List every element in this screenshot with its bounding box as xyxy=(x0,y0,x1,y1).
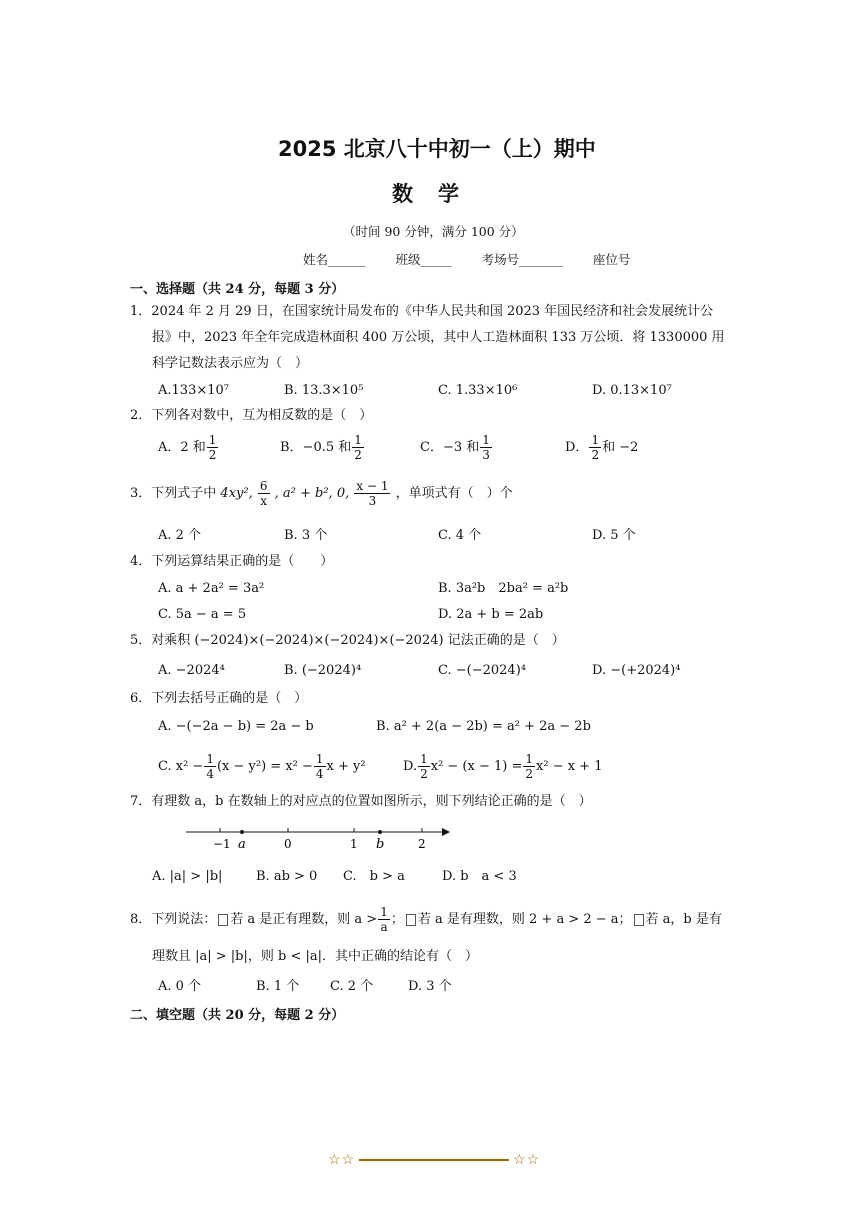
q4-option-c[interactable]: C. 5a − a = 5 xyxy=(158,607,247,622)
label-a: a xyxy=(238,837,246,852)
statement-2-marker xyxy=(406,914,416,926)
q3-stem: 3．下列式子中 4xy², $\frac{6}{x}$ , a² + b², 0, $\frac{x - 1}{3}$ ，单项式有（ ）个 xyxy=(130,479,513,508)
q7-stem: 7．有理数 a，b 在数轴上的对应点的位置如图所示，则下列结论正确的是（ ） xyxy=(130,794,592,809)
class-field[interactable]: 班级_____ xyxy=(395,252,452,267)
q2-option-a[interactable]: A．2 和 $\frac{1}{2}$ xyxy=(158,433,217,462)
q2-option-c[interactable]: C．−3 和 $\frac{1}{3}$ xyxy=(420,433,490,462)
subject-title: 数 学 xyxy=(392,182,461,206)
exam-room-field[interactable]: 考场号_______ xyxy=(481,252,563,267)
q5-option-b[interactable]: B. (−2024)⁴ xyxy=(284,663,362,678)
label-1: 1 xyxy=(350,837,358,851)
q3-option-d[interactable]: D. 5 个 xyxy=(592,528,636,543)
q4-option-a[interactable]: A. a + 2a² = 3a² xyxy=(158,581,265,596)
page-footer xyxy=(328,1152,540,1168)
q1-line1: 1．2024 年 2 月 29 日，在国家统计局发布的《中华人民共和国 2023 年国民经济和社会发展统计公 xyxy=(130,304,714,319)
q1-option-d[interactable]: D. 0.13×10⁷ xyxy=(592,383,672,398)
q1-line3: 科学记数法表示应为（ ） xyxy=(152,356,309,371)
q8-option-a[interactable]: A. 0 个 xyxy=(158,979,202,994)
q6-option-b[interactable]: B. a² + 2(a − 2b) = a² + 2a − 2b xyxy=(376,719,591,734)
seat-field[interactable]: 座位号 xyxy=(592,252,631,267)
number-line-diagram xyxy=(180,820,450,856)
q7-option-d[interactable]: D. b a < 3 xyxy=(442,869,517,884)
q5-option-c[interactable]: C. −(−2024)⁴ xyxy=(438,663,526,678)
q4-option-d[interactable]: D. 2a + b = 2ab xyxy=(438,607,544,622)
statement-3-marker xyxy=(634,914,644,926)
q1-option-c[interactable]: C. 1.33×10⁶ xyxy=(438,383,518,398)
name-field[interactable]: 姓名______ xyxy=(303,252,366,267)
footer-stars-right: ☆☆ xyxy=(513,1152,541,1168)
number-line-arrow xyxy=(442,828,450,836)
q5-stem: 5．对乘积 (−2024)×(−2024)×(−2024)×(−2024) 记法正确的是（ ） xyxy=(130,633,565,648)
q2-stem: 2．下列各对数中，互为相反数的是（ ） xyxy=(130,408,373,423)
q6-option-c[interactable]: C. x² − $\frac{1}{4}$ (x − y²) = x² − $\frac{1}{4}$ x + y² xyxy=(158,752,366,781)
q3-option-b[interactable]: B. 3 个 xyxy=(284,528,328,543)
section-1-title: 一、选择题（共 24 分，每题 3 分） xyxy=(130,282,345,297)
exam-title: 2025 北京八十中初一（上）期中 xyxy=(278,137,596,161)
q8-option-d[interactable]: D. 3 个 xyxy=(408,979,452,994)
q1-line2: 报》中，2023 年全年完成造林面积 400 万公顷，其中人工造林面积 133 万公顷．将 1330000 用 xyxy=(152,330,725,345)
q8-line2: 理数且 |a| > |b|，则 b < |a|．其中正确的结论有（ ） xyxy=(152,949,479,964)
q8-option-b[interactable]: B. 1 个 xyxy=(256,979,300,994)
q4-stem: 4．下列运算结果正确的是（ ） xyxy=(130,554,334,569)
q1-option-b[interactable]: B. 13.3×10⁵ xyxy=(284,383,364,398)
q8-option-c[interactable]: C. 2 个 xyxy=(330,979,374,994)
point-b xyxy=(378,830,382,834)
time-note: （时间 90 分钟，满分 100 分） xyxy=(343,224,524,239)
q2-option-b[interactable]: B．−0.5 和 $\frac{1}{2}$ xyxy=(280,433,362,462)
section-2-title: 二、填空题（共 20 分，每题 2 分） xyxy=(130,1008,345,1023)
q1-option-a[interactable]: A.133×10⁷ xyxy=(158,383,229,398)
footer-stars-left: ☆☆ xyxy=(328,1152,356,1168)
q4-option-b[interactable]: B. 3a²b 2ba² = a²b xyxy=(438,581,569,596)
label-0: 0 xyxy=(284,837,292,851)
q3-option-a[interactable]: A. 2 个 xyxy=(158,528,202,543)
q6-stem: 6．下列去括号正确的是（ ） xyxy=(130,691,308,706)
q5-option-a[interactable]: A. −2024⁴ xyxy=(158,663,225,678)
q6-option-d[interactable]: D. $\frac{1}{2}$ x² − (x − 1) = $\frac{1}{2}$ x² − x + 1 xyxy=(403,752,603,781)
q7-option-b[interactable]: B. ab > 0 xyxy=(256,869,318,884)
label-b: b xyxy=(376,837,385,852)
q7-option-c[interactable]: C. b > a xyxy=(343,869,405,884)
q3-option-c[interactable]: C. 4 个 xyxy=(438,528,482,543)
q2-option-d[interactable]: D． $\frac{1}{2}$ 和 −2 xyxy=(565,433,639,462)
student-info-fields xyxy=(303,250,630,268)
label-2: 2 xyxy=(418,837,426,851)
q8-line1: 8．下列说法： 若 a 是正有理数，则 a > $\frac{1}{a}$ ； 若 a 是有理数，则 2 + a > 2 − a； 若 a，b 是有 xyxy=(130,905,722,934)
label-neg1: −1 xyxy=(213,837,231,851)
q7-option-a[interactable]: A. |a| > |b| xyxy=(152,869,223,884)
q5-option-d[interactable]: D. −(+2024)⁴ xyxy=(592,663,681,678)
statement-1-marker xyxy=(218,914,228,926)
footer-rule xyxy=(359,1159,509,1161)
q6-option-a[interactable]: A. −(−2a − b) = 2a − b xyxy=(158,719,314,734)
point-a xyxy=(240,830,244,834)
